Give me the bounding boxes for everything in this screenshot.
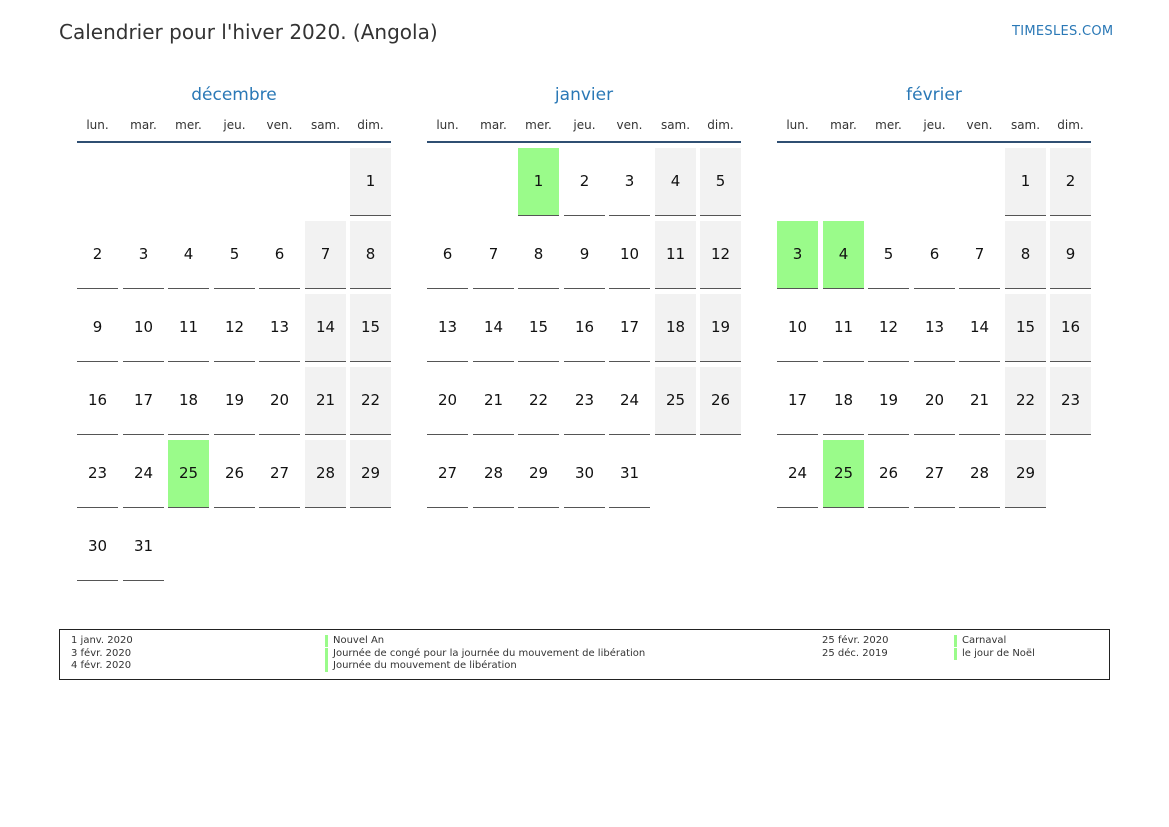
weekday-label: ven. (266, 118, 293, 132)
day-cell (914, 440, 955, 508)
day-number: 5 (229, 245, 240, 263)
day-number: 4 (670, 172, 681, 190)
day-number: 19 (224, 391, 245, 409)
weekday-label: mar. (480, 118, 507, 132)
day-number: 26 (878, 464, 899, 482)
day-number: 28 (483, 464, 504, 482)
day-number: 11 (178, 318, 199, 336)
weekday-label: lun. (786, 118, 809, 132)
day-number: 5 (715, 172, 726, 190)
legend-holiday: Nouvel An (325, 635, 384, 647)
day-number: 6 (274, 245, 285, 263)
day-cell (609, 294, 650, 362)
day-cell (777, 440, 818, 508)
day-number: 28 (969, 464, 990, 482)
header-rule (77, 141, 391, 143)
day-number: 19 (878, 391, 899, 409)
day-cell (305, 367, 346, 435)
day-cell (473, 440, 514, 508)
day-number: 17 (787, 391, 808, 409)
day-cell (1050, 221, 1091, 289)
day-number: 23 (87, 464, 108, 482)
day-number: 8 (365, 245, 376, 263)
day-number: 18 (178, 391, 199, 409)
day-cell (700, 221, 741, 289)
day-number: 12 (224, 318, 245, 336)
weekday-label: mer. (875, 118, 902, 132)
day-number: 21 (315, 391, 336, 409)
day-cell (914, 294, 955, 362)
weekday-label: jeu. (923, 118, 946, 132)
day-cell (700, 294, 741, 362)
weekday-label: mar. (830, 118, 857, 132)
day-number: 6 (929, 245, 940, 263)
day-number: 16 (1060, 318, 1081, 336)
day-number: 28 (315, 464, 336, 482)
holiday-legend (59, 629, 1110, 680)
day-number: 14 (315, 318, 336, 336)
day-number: 29 (528, 464, 549, 482)
day-number: 24 (787, 464, 808, 482)
site-link[interactable]: TIMESLES.COM (1012, 24, 1114, 39)
day-number: 10 (133, 318, 154, 336)
day-number: 4 (183, 245, 194, 263)
page-title: Calendrier pour l'hiver 2020. (Angola) (59, 20, 438, 44)
day-number: 7 (974, 245, 985, 263)
day-cell (123, 294, 164, 362)
legend-holiday: Carnaval (954, 635, 1006, 647)
day-cell (518, 440, 559, 508)
day-cell (305, 294, 346, 362)
day-cell (868, 440, 909, 508)
day-number: 30 (574, 464, 595, 482)
day-cell (1005, 367, 1046, 435)
header-rule (777, 141, 1091, 143)
legend-holiday: Journée de congé pour la journée du mouvement de libération (325, 648, 645, 660)
day-cell (259, 221, 300, 289)
day-number: 9 (92, 318, 103, 336)
day-cell (1005, 440, 1046, 508)
day-cell (77, 294, 118, 362)
weekday-label: lun. (86, 118, 109, 132)
day-number: 10 (787, 318, 808, 336)
day-cell (1050, 294, 1091, 362)
day-number: 2 (579, 172, 590, 190)
day-number: 9 (579, 245, 590, 263)
day-cell (823, 367, 864, 435)
day-number: 16 (87, 391, 108, 409)
day-cell (1005, 294, 1046, 362)
month-1 (427, 84, 741, 482)
day-number: 22 (528, 391, 549, 409)
legend-date: 25 déc. 2019 (822, 647, 888, 659)
day-cell (700, 367, 741, 435)
day-cell (305, 440, 346, 508)
month-name: décembre (191, 85, 277, 105)
day-number: 18 (665, 318, 686, 336)
day-cell (305, 221, 346, 289)
day-number: 3 (792, 245, 803, 263)
day-number: 26 (224, 464, 245, 482)
day-cell (350, 148, 391, 216)
day-number: 15 (360, 318, 381, 336)
day-cell (427, 367, 468, 435)
legend-date: 4 févr. 2020 (71, 660, 132, 671)
day-cell (350, 294, 391, 362)
day-cell (777, 221, 818, 289)
day-number: 8 (1020, 245, 1031, 263)
day-number: 25 (178, 464, 199, 482)
day-cell (168, 367, 209, 435)
day-cell (259, 367, 300, 435)
day-cell (777, 367, 818, 435)
day-number: 7 (320, 245, 331, 263)
day-number: 13 (269, 318, 290, 336)
day-number: 1 (1020, 172, 1031, 190)
day-cell (259, 440, 300, 508)
day-cell (564, 148, 605, 216)
day-cell (473, 294, 514, 362)
day-cell (914, 367, 955, 435)
day-cell (350, 440, 391, 508)
day-cell (77, 367, 118, 435)
day-cell (214, 440, 255, 508)
weekday-label: sam. (1010, 118, 1041, 132)
day-cell (959, 440, 1000, 508)
day-cell (959, 221, 1000, 289)
day-number: 31 (619, 464, 640, 482)
day-cell (1005, 148, 1046, 216)
day-number: 23 (574, 391, 595, 409)
day-number: 17 (619, 318, 640, 336)
day-cell (700, 148, 741, 216)
day-cell (564, 294, 605, 362)
day-cell (214, 221, 255, 289)
weekday-label: sam. (310, 118, 341, 132)
day-cell (564, 367, 605, 435)
legend-holiday: le jour de Noël (954, 648, 1035, 660)
day-number: 3 (138, 245, 149, 263)
weekday-label: mer. (525, 118, 552, 132)
day-number: 15 (528, 318, 549, 336)
day-number: 5 (883, 245, 894, 263)
day-number: 20 (269, 391, 290, 409)
day-cell (473, 221, 514, 289)
day-cell (259, 294, 300, 362)
day-number: 25 (665, 391, 686, 409)
day-cell (914, 221, 955, 289)
day-cell (868, 367, 909, 435)
month-0 (77, 84, 391, 555)
day-number: 25 (833, 464, 854, 482)
day-number: 1 (533, 172, 544, 190)
day-cell (655, 221, 696, 289)
day-cell (564, 440, 605, 508)
day-cell (168, 221, 209, 289)
day-number: 12 (710, 245, 731, 263)
day-number: 27 (437, 464, 458, 482)
day-number: 8 (533, 245, 544, 263)
day-cell (123, 440, 164, 508)
day-cell (518, 148, 559, 216)
legend-date: 3 févr. 2020 (71, 647, 132, 659)
day-cell (823, 221, 864, 289)
day-cell (518, 367, 559, 435)
day-number: 24 (619, 391, 640, 409)
day-cell (823, 440, 864, 508)
day-cell (77, 221, 118, 289)
day-number: 22 (360, 391, 381, 409)
day-cell (823, 294, 864, 362)
day-number: 23 (1060, 391, 1081, 409)
day-number: 24 (133, 464, 154, 482)
legend-date: 1 janv. 2020 (71, 635, 133, 646)
day-number: 18 (833, 391, 854, 409)
weekday-label: dim. (357, 118, 384, 132)
day-number: 27 (924, 464, 945, 482)
day-number: 30 (87, 537, 108, 555)
day-cell (959, 294, 1000, 362)
weekday-label: jeu. (223, 118, 246, 132)
day-number: 2 (92, 245, 103, 263)
weekday-label: ven. (966, 118, 993, 132)
day-number: 1 (365, 172, 376, 190)
day-cell (214, 367, 255, 435)
weekday-label: ven. (616, 118, 643, 132)
weekday-label: sam. (660, 118, 691, 132)
day-number: 7 (488, 245, 499, 263)
day-cell (350, 221, 391, 289)
day-number: 13 (924, 318, 945, 336)
day-cell (564, 221, 605, 289)
day-number: 20 (437, 391, 458, 409)
day-number: 11 (665, 245, 686, 263)
day-cell (1050, 367, 1091, 435)
day-cell (609, 440, 650, 508)
day-number: 27 (269, 464, 290, 482)
day-cell (518, 294, 559, 362)
day-cell (123, 513, 164, 581)
day-number: 4 (838, 245, 849, 263)
day-number: 29 (360, 464, 381, 482)
day-number: 20 (924, 391, 945, 409)
day-cell (214, 294, 255, 362)
day-cell (655, 367, 696, 435)
weekday-label: lun. (436, 118, 459, 132)
day-cell (123, 221, 164, 289)
day-number: 21 (969, 391, 990, 409)
day-cell (868, 294, 909, 362)
day-cell (959, 367, 1000, 435)
day-number: 29 (1015, 464, 1036, 482)
day-number: 17 (133, 391, 154, 409)
day-cell (77, 513, 118, 581)
day-cell (777, 294, 818, 362)
day-cell (427, 294, 468, 362)
day-cell (609, 148, 650, 216)
day-number: 12 (878, 318, 899, 336)
day-cell (609, 221, 650, 289)
day-cell (123, 367, 164, 435)
month-name: février (906, 85, 962, 105)
day-cell (518, 221, 559, 289)
day-cell (427, 221, 468, 289)
day-cell (168, 294, 209, 362)
day-number: 26 (710, 391, 731, 409)
day-cell (77, 440, 118, 508)
header-rule (427, 141, 741, 143)
day-number: 15 (1015, 318, 1036, 336)
day-number: 14 (969, 318, 990, 336)
weekday-label: jeu. (573, 118, 596, 132)
day-cell (1050, 148, 1091, 216)
day-number: 31 (133, 537, 154, 555)
day-number: 14 (483, 318, 504, 336)
day-cell (609, 367, 650, 435)
day-number: 19 (710, 318, 731, 336)
day-number: 22 (1015, 391, 1036, 409)
month-name: janvier (554, 85, 614, 105)
day-cell (350, 367, 391, 435)
day-cell (427, 440, 468, 508)
day-cell (168, 440, 209, 508)
day-cell (1005, 221, 1046, 289)
day-cell (868, 221, 909, 289)
legend-holiday: Journée du mouvement de libération (325, 660, 517, 672)
weekday-label: dim. (1057, 118, 1084, 132)
day-number: 16 (574, 318, 595, 336)
day-cell (655, 148, 696, 216)
legend-date: 25 févr. 2020 (822, 635, 889, 646)
day-number: 10 (619, 245, 640, 263)
day-cell (655, 294, 696, 362)
day-number: 6 (442, 245, 453, 263)
weekday-label: dim. (707, 118, 734, 132)
day-number: 3 (624, 172, 635, 190)
month-2 (777, 84, 1091, 482)
day-number: 2 (1065, 172, 1076, 190)
weekday-label: mer. (175, 118, 202, 132)
weekday-label: mar. (130, 118, 157, 132)
day-cell (473, 367, 514, 435)
day-number: 21 (483, 391, 504, 409)
day-number: 9 (1065, 245, 1076, 263)
day-number: 11 (833, 318, 854, 336)
day-number: 13 (437, 318, 458, 336)
